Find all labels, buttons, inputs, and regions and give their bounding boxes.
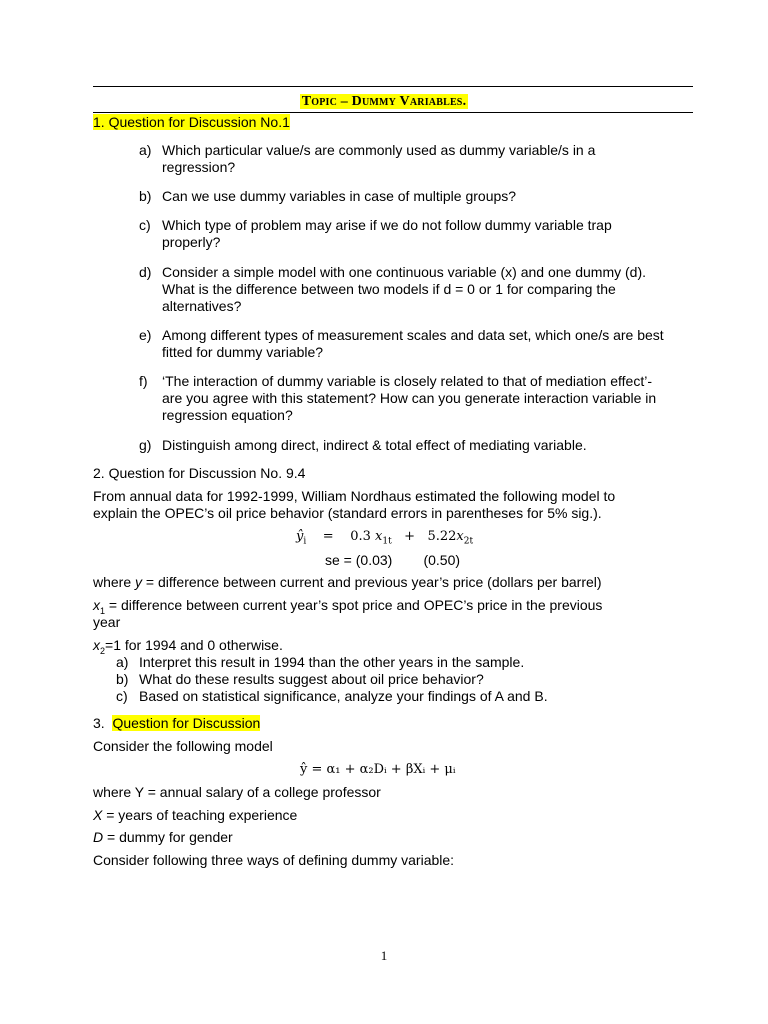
section1-heading: 1. Question for Discussion No.1 <box>93 114 290 130</box>
item-text: Can we use dummy variables in case of multiple groups? <box>162 188 517 204</box>
nordhaus-equation: $ŷ_i$ = 0.3 $x_{1t}$ + $5.22x_{2t}$ <box>296 529 474 547</box>
item-label: b) <box>116 671 129 687</box>
section3-heading: 3. Question for Discussion <box>93 715 261 731</box>
document-title: Topic – Dummy Variables. <box>301 94 467 109</box>
section3-intro: Consider the following model <box>93 738 273 754</box>
item-label: f) <box>139 373 148 389</box>
item-text: ‘The interaction of dummy variable is closely related to that of mediation effect’- are you agree with this statement? How can you generate interaction variable in regression equation? <box>162 373 657 423</box>
item-label: a) <box>116 654 129 670</box>
title-underline <box>93 112 693 113</box>
item-label: g) <box>139 437 152 453</box>
section3-closing: Consider following three ways of defining dummy variable: <box>93 852 455 868</box>
item-label: c) <box>139 217 151 233</box>
item-label: c) <box>116 688 128 704</box>
item-label: e) <box>139 327 152 343</box>
item-label: d) <box>139 264 152 280</box>
item-text: Which particular value/s are commonly used as dummy variable/s in a regression? <box>162 142 596 175</box>
where-x1-definition: $x_1$ = difference between current year’s spot price and OPEC’s price in the previous <box>93 597 603 616</box>
item-label: b) <box>139 188 152 204</box>
where-x-experience: X = years of teaching experience <box>93 807 298 823</box>
section2-intro-line1: From annual data for 1992-1999, William Nordhaus estimated the following model to <box>93 488 616 504</box>
item-text: Distinguish among direct, indirect & total effect of mediating variable. <box>162 437 587 453</box>
where-y-definition: where y = difference between current and previous year’s price (dollars per barrel) <box>93 574 602 590</box>
page-number: 1 <box>380 948 388 963</box>
item-text: Among different types of measurement scales and data set, which one/s are best fitted for dummy variable? <box>162 327 664 360</box>
salary-model-equation: ŷ = α₁ + α₂Dᵢ + βXᵢ + μᵢ <box>300 762 456 777</box>
item-text: Consider a simple model with one continuous variable (x) and one dummy (d). What is the difference between two models if d = 0 or 1 for comparing the alternatives? <box>162 264 647 314</box>
item-text: What do these results suggest about oil price behavior? <box>139 671 484 687</box>
item-label: a) <box>139 142 152 158</box>
where-x1-continuation: year <box>93 614 121 630</box>
item-text: Which type of problem may arise if we do not follow dummy variable trap properly? <box>162 217 612 250</box>
where-d-gender: D = dummy for gender <box>93 829 233 845</box>
where-y-salary: where Y = annual salary of a college professor <box>93 784 381 800</box>
section2-heading: 2. Question for Discussion No. 9.4 <box>93 465 306 481</box>
item-text: Based on statistical significance, analyze your findings of A and B. <box>139 688 548 704</box>
section2-intro-line2: explain the OPEC’s oil price behavior (standard errors in parentheses for 5% sig.). <box>93 505 602 521</box>
where-x2-definition: $x_2=1$ for 1994 and 0 otherwise. <box>93 637 283 656</box>
standard-errors: se = (0.03) (0.50) <box>325 552 461 568</box>
top-rule <box>93 86 693 87</box>
item-text: Interpret this result in 1994 than the other years in the sample. <box>139 654 525 670</box>
